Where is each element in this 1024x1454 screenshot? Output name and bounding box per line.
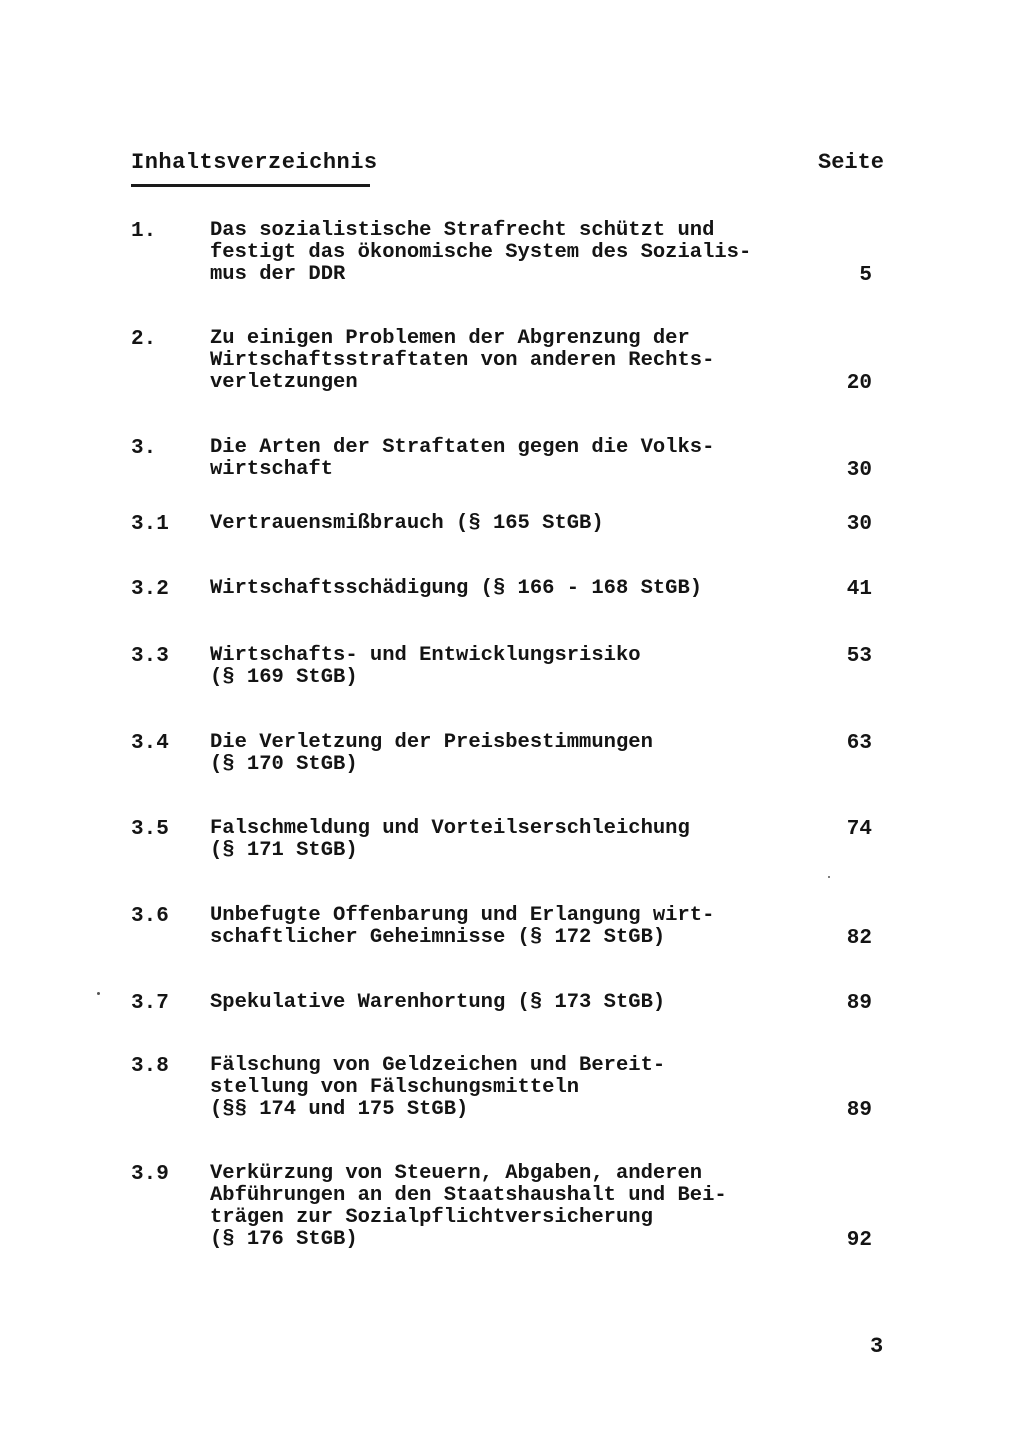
entry-title: Falschmeldung und Vorteilserschleichung (§ 171 StGB) bbox=[210, 817, 690, 862]
scan-speck bbox=[97, 992, 100, 995]
entry-page: 30 bbox=[846, 513, 872, 536]
entry-page: 74 bbox=[846, 818, 872, 841]
scan-speck bbox=[828, 876, 830, 878]
entry-title: Wirtschaftsschädigung (§ 166 - 168 StGB) bbox=[210, 577, 703, 600]
entry-page: 82 bbox=[846, 927, 872, 950]
entry-number: 3.3 bbox=[131, 645, 169, 668]
toc-heading: Inhaltsverzeichnis bbox=[131, 150, 378, 175]
entry-number: 3.5 bbox=[131, 818, 169, 841]
entry-page: 63 bbox=[846, 732, 872, 755]
entry-page: 92 bbox=[846, 1229, 872, 1252]
entry-number: 3.7 bbox=[131, 992, 169, 1015]
entry-title: Wirtschafts- und Entwicklungsrisiko (§ 169 StGB) bbox=[210, 644, 641, 689]
entry-page: 41 bbox=[846, 578, 872, 601]
heading-underline bbox=[131, 184, 370, 187]
entry-title: Die Arten der Straftaten gegen die Volks- wirtschaft bbox=[210, 436, 715, 481]
page-column-label: Seite bbox=[818, 150, 885, 175]
entry-title: Verkürzung von Steuern, Abgaben, anderen Abführungen an den Staatshaushalt und Bei- trägen zur Sozialpflichtversicherung (§ 176 StGB) bbox=[210, 1162, 727, 1251]
entry-page: 53 bbox=[846, 645, 872, 668]
entry-page: 89 bbox=[846, 992, 872, 1015]
entry-page: 20 bbox=[846, 372, 872, 395]
entry-number: 3.6 bbox=[131, 905, 169, 928]
entry-number: 3.2 bbox=[131, 578, 169, 601]
entry-page: 30 bbox=[846, 459, 872, 482]
entry-number: 3. bbox=[131, 437, 157, 460]
entry-title: Zu einigen Problemen der Abgrenzung der Wirtschaftsstraftaten von anderen Rechts- verletzungen bbox=[210, 327, 715, 394]
entry-title: Die Verletzung der Preisbestimmungen (§ 170 StGB) bbox=[210, 731, 653, 776]
entry-title: Fälschung von Geldzeichen und Bereit- stellung von Fälschungsmitteln (§§ 174 und 175 StGB) bbox=[210, 1054, 666, 1121]
page-number: 3 bbox=[870, 1334, 884, 1359]
entry-title: Spekulative Warenhortung (§ 173 StGB) bbox=[210, 991, 666, 1014]
entry-number: 1. bbox=[131, 220, 157, 243]
entry-page: 5 bbox=[859, 264, 872, 287]
entry-title: Das sozialistische Strafrecht schützt und festigt das ökonomische System des Sozialis- mus der DDR bbox=[210, 219, 752, 286]
entry-number: 3.8 bbox=[131, 1055, 169, 1078]
entry-page: 89 bbox=[846, 1099, 872, 1122]
entry-number: 2. bbox=[131, 328, 157, 351]
entry-title: Unbefugte Offenbarung und Erlangung wirt- schaftlicher Geheimnisse (§ 172 StGB) bbox=[210, 904, 715, 949]
entry-number: 3.9 bbox=[131, 1163, 169, 1186]
entry-number: 3.1 bbox=[131, 513, 169, 536]
entry-number: 3.4 bbox=[131, 732, 169, 755]
entry-title: Vertrauensmißbrauch (§ 165 StGB) bbox=[210, 512, 604, 535]
